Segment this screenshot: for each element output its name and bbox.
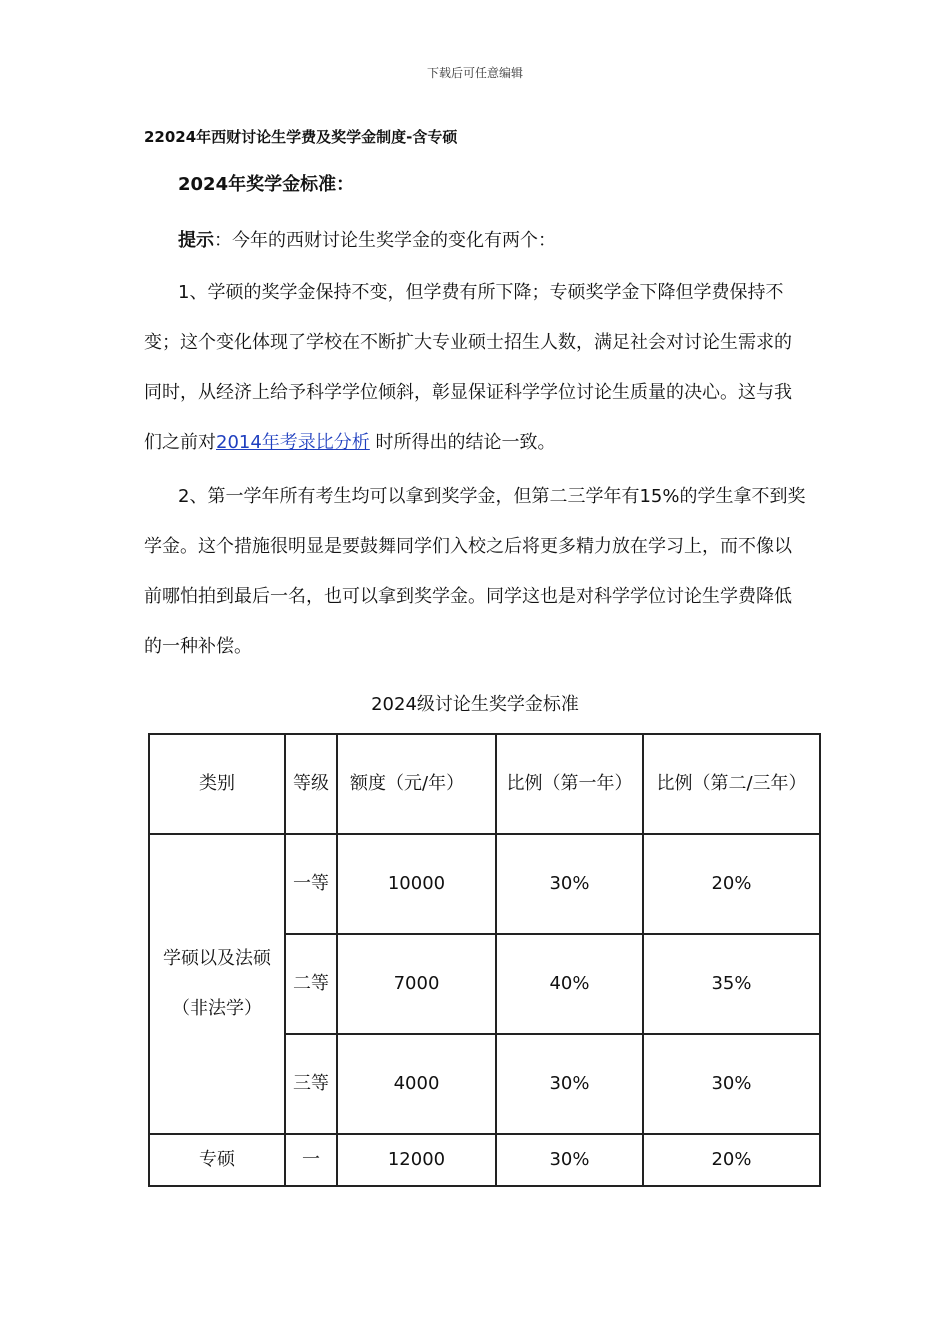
paragraph-2-text: 2、第一学年所有考生均可以拿到奖学金，但第二三学年有15%的学生拿不到奖学金。这个措施很明显是要鼓舞同学们入校之后将更多精力放在学习上，而不像以前哪怕拍到最后一名，也可以拿到奖学金。同学这也是对科学学位讨论生学费降低的一种补偿。 (144, 486, 806, 657)
ratio2-cell: 20% (643, 1134, 820, 1186)
paragraph-1-after: 时所得出的结论一致。 (375, 432, 556, 453)
ratio2-cell: 30% (643, 1034, 820, 1134)
category-professional: 专硕 (149, 1134, 285, 1186)
page-header: 下载后可任意编辑 (426, 66, 523, 80)
ratio2-cell: 35% (643, 934, 820, 1034)
ratio1-cell: 30% (496, 1134, 643, 1186)
header-ratio-second-third-year: 比例（第二/三年） (643, 734, 820, 834)
paragraph-1-before: 1、学硕的奖学金保持不变，但学费有所下降；专硕奖学金下降但学费保持不变；这个变化体现了学校在不断扩大专业硕士招生人数，满足社会对讨论生需求的同时，从经济上给予科学学位倾斜，彰显保证科学学位讨论生质量的决心。这与我们之前对 (144, 282, 792, 453)
paragraph-1 (144, 268, 809, 468)
ratio2-cell: 20% (643, 834, 820, 934)
tip-text: ：今年的西财讨论生奖学金的变化有两个： (214, 230, 556, 251)
ratio1-cell: 40% (496, 934, 643, 1034)
table-row (149, 1134, 820, 1186)
category-academic: 学硕以及法硕（非法学） (149, 834, 285, 1134)
paragraph-2 (144, 472, 809, 672)
header-grade: 等级 (285, 734, 337, 834)
ratio1-cell: 30% (496, 1034, 643, 1134)
grade-cell: 二等 (285, 934, 337, 1034)
header-ratio-first-year: 比例（第一年） (496, 734, 643, 834)
table-header-row (149, 734, 820, 834)
analysis-link[interactable]: 2014年考录比分析 (216, 432, 370, 453)
document-title: 22024年西财讨论生学费及奖学金制度-含专硕 (144, 128, 458, 146)
table-caption: 2024级讨论生奖学金标准 (371, 694, 579, 715)
tip-line (178, 226, 556, 252)
grade-cell: 三等 (285, 1034, 337, 1134)
grade-cell: 一 (285, 1134, 337, 1186)
section-heading: 2024年奖学金标准： (178, 174, 355, 195)
ratio1-cell: 30% (496, 834, 643, 934)
header-category: 类别 (149, 734, 285, 834)
amount-cell: 12000 (337, 1134, 496, 1186)
grade-cell: 一等 (285, 834, 337, 934)
tip-label: 提示 (178, 230, 214, 251)
scholarship-table (148, 733, 821, 1187)
amount-cell: 4000 (337, 1034, 496, 1134)
amount-cell: 10000 (337, 834, 496, 934)
amount-cell: 7000 (337, 934, 496, 1034)
table-row (149, 834, 820, 934)
header-amount: 额度（元/年） (337, 734, 496, 834)
